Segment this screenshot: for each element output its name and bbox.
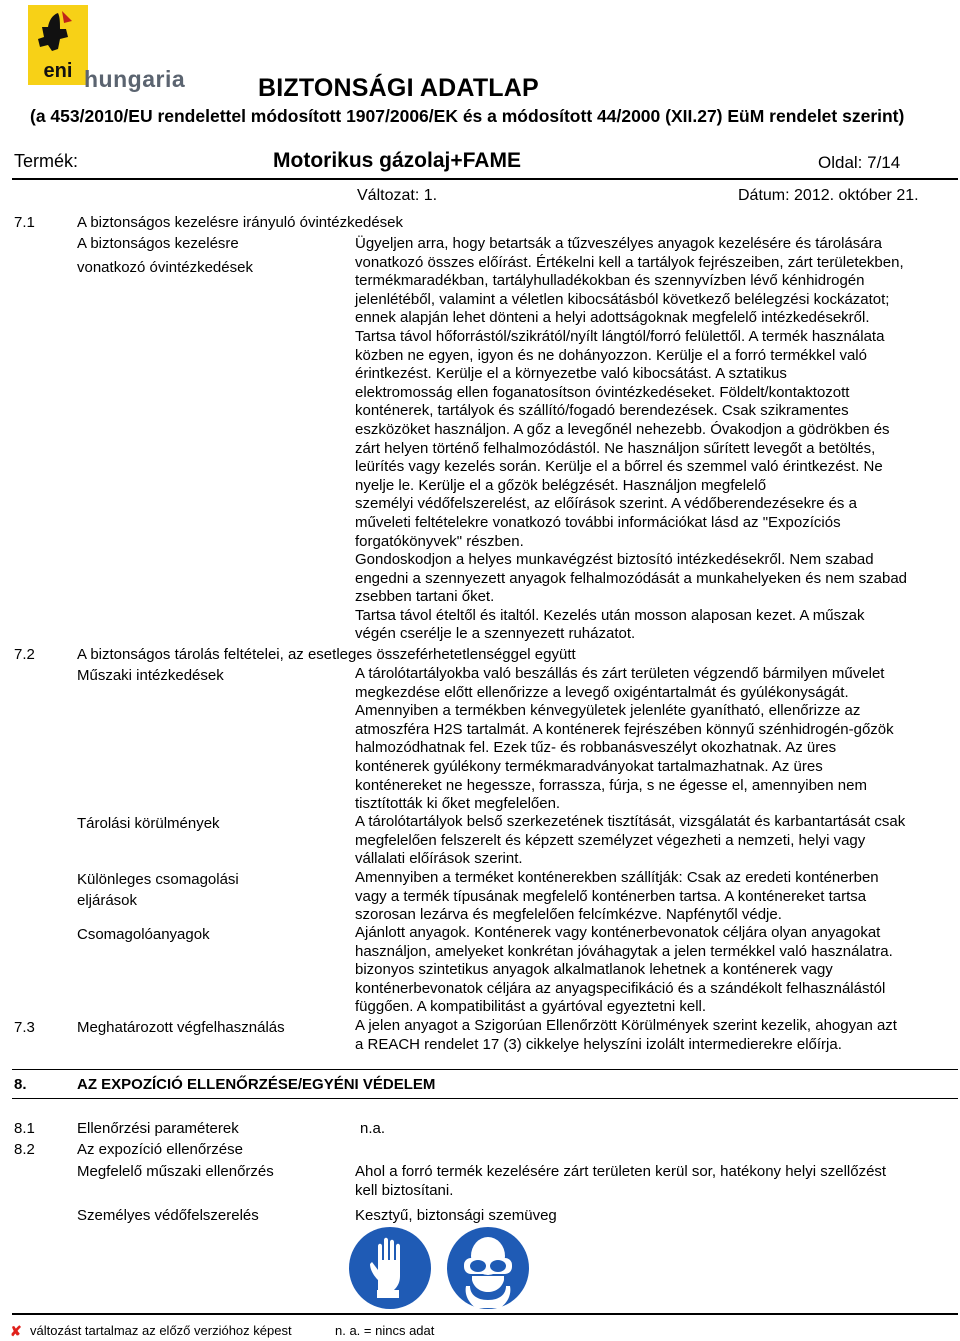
date: Dátum: 2012. október 21. — [738, 187, 919, 204]
section-8-1-number: 8.1 — [14, 1120, 35, 1137]
special-packaging-label: Különleges csomagolási — [77, 871, 239, 888]
section-8-title: AZ EXPOZÍCIÓ ELLENŐRZÉSE/EGYÉNI VÉDELEM — [77, 1076, 436, 1093]
special-packaging-label-2: eljárások — [77, 892, 138, 909]
page-number: Oldal: 7/14 — [818, 153, 901, 172]
section-7-1-label: A biztonságos kezelésre — [77, 235, 239, 252]
section-7-3-label: Meghatározott végfelhasználás — [77, 1019, 285, 1036]
section-7-1-number: 7.1 — [14, 214, 35, 231]
section-7-1-title: A biztonságos kezelésre irányuló óvintézkedések — [77, 214, 404, 231]
storage-conditions-label: Tárolási körülmények — [77, 815, 220, 832]
section-7-2-number: 7.2 — [14, 646, 35, 663]
ppe-text: Kesztyű, biztonsági szemüveg — [355, 1207, 557, 1224]
eni-six-legged-dog-logo — [28, 5, 88, 85]
control-parameters-label: Ellenőrzési paraméterek — [77, 1120, 239, 1137]
goggles-mandatory-icon — [446, 1226, 530, 1310]
section-8-bottom-rule — [12, 1098, 958, 1099]
header-divider — [12, 178, 958, 180]
section-7-3-text: A jelen anyagot a Szigorúan Ellenőrzött Körülmények szerint kezelik, ahogyan azt a REACH rendelet 17 (3) cikkelye helyszíni izolált intermedierekre előírja. — [355, 1017, 897, 1053]
eni-logo — [28, 5, 88, 85]
section-8-number: 8. — [14, 1076, 27, 1093]
section-7-1-text: Ügyeljen arra, hogy betartsák a tűzveszélyes anyagok kezelésére és tárolására vonatkozó összes előírást. Értékelni kell a tartályok fejrészeiben, zárt területekben, termékmaradékban, tartályhulladékokban és szennyvízben lévő kénhidrogén jelenlétéből, valamint a véletlen kibocsátásból következő belélegzési kockázatot; ennek alapján lehet dönteni a helyi adottságoknak megfelelő intézkedésekről. Tartsa távol hőforrástól/szikrától/nyílt lángtól/forró felülettől. A termék használata közben ne egyen, igyon és ne dohányozzon. Kerülje el a forró termékkel való érintkezést. Kerülje el a környezetbe való kibocsátást. A sztatikus elektromosság ellen foganatosítson óvintézkedéseket. Földelt/kontaktozott konténerek, tartályok és szállító/fogadó berendezések. Csak szikramentes eszközöket használjon. A gőz a levegőnél nehezebb. Óvakodjon a gödrökben és zárt helyen történő felhalmozódástól. Ne használjon sűrített levegőt a betöltés, leürítés vagy kezelés során. Kerülje el a bőrrel és szemmel való érintkezést. Ne nyelje le. Kerülje el a gőzök belégzését. Használjon megfelelő személyi védőfelszerelést, az előírások szerint. A védőberendezésekre és a műveleti feltételekre vonatkozó további információkat lásd az "Expozíciós forgatókönyvek" részben. Gondoskodjon a helyes munkavégzést biztosító intézkedésekről. Nem szabad engedni a szennyezett anyagok felhalmozódását a munkahelyeken és nem szabad zsebben tartani őket. Tartsa távol ételtől és italtól. Kezelés után mosson alaposan kezet. A műszak végén cserélje le a szennyezett ruházatot. — [355, 235, 908, 643]
section-7-2-title: A biztonságos tárolás feltételei, az esetleges összeférhetetlenséggel együtt — [77, 646, 576, 663]
storage-conditions-text: A tárolótartályok belső szerkezetének tisztítását, vizsgálatát és karbantartását csak megfelelően felszerelt és képzett személyzet végezheti a nemzeti, helyi vagy vállalati előírások szerint. — [355, 813, 906, 868]
section-7-3-number: 7.3 — [14, 1019, 35, 1036]
ppe-label: Személyes védőfelszerelés — [77, 1207, 259, 1224]
document-subtitle: (a 453/2010/EU rendelettel módosított 1907/2006/EK és a módosított 44/2000 (XII.27) EüM rendelet szerint) — [30, 106, 905, 126]
footer-change-note: változást tartalmaz az előző verzióhoz képest — [30, 1323, 292, 1338]
section-8-top-rule — [12, 1069, 958, 1070]
section-7-1-label-2: vonatkozó óvintézkedések — [77, 259, 253, 276]
product-label: Termék: — [14, 151, 79, 171]
technical-measures-text: A tárolótartályokba való beszállás és zárt területen végzendő bármilyen művelet megkezdése előtt ellenőrizze a levegő oxigéntartalmát és gyúlékonyságát. Amennyiben a termékben kénvegyületek jelenléte gyanítható, ellenőrizze az atmoszféra H2S tartalmát. A konténerek fejrészében könnyű szénhidrogén-gőzök halmozódhatnak fel. Ezek tűz- és robbanásveszélyt okozhatnak. Az üres konténerek gyúlékony termékmaradványokat tartalmazhatnak. Az üres konténereket ne hegessze, forrassza, fúrja, s ne égesse el, amennyiben nem tisztították ki őket megfelelően. — [355, 665, 894, 813]
change-mark-icon: ✘ — [10, 1323, 22, 1339]
document-title: BIZTONSÁGI ADATLAP — [258, 74, 539, 102]
logo-eni-word: eni — [43, 60, 73, 82]
exposure-controls-label: Az expozíció ellenőrzése — [77, 1141, 243, 1158]
packaging-materials-text: Ajánlott anyagok. Konténerek vagy konténerbevonatok céljára olyan anyagokat használjon, amelyeket konkrétan jóváhagytak a jelen termékkel való használatra. bizonyos szintetikus anyagok alkalmatlanok lehetnek a konténerek vagy konténerbevonatok céljára az anyagspecifikáció és a szándékolt felhasználástól függően. A kompatibilitást a gyártóval egyeztetni kell. — [355, 924, 893, 1016]
product-name: Motorikus gázolaj+FAME — [273, 149, 521, 172]
section-8-2-number: 8.2 — [14, 1141, 35, 1158]
engineering-controls-label: Megfelelő műszaki ellenőrzés — [77, 1163, 274, 1180]
version: Változat: 1. — [357, 187, 438, 204]
footer-na-note: n. a. = nincs adat — [335, 1323, 435, 1338]
logo-hungaria-text: hungaria — [84, 66, 186, 92]
control-parameters-value: n.a. — [360, 1120, 386, 1137]
footer-divider — [12, 1313, 958, 1315]
engineering-controls-text: Ahol a forró termék kezelésére zárt területen kerül sor, hatékony helyi szellőzést kell biztosítani. — [355, 1163, 887, 1199]
technical-measures-label: Műszaki intézkedések — [77, 667, 224, 684]
gloves-mandatory-icon — [348, 1226, 432, 1310]
special-packaging-text: Amennyiben a terméket konténerekben szállítják: Csak az eredeti konténerben vagy a termék típusának megfelelő konténerben tartsa. A konténereket tartsa szorosan lezárva és megfelelően felcímkézve. Napfénytől védje. — [355, 869, 879, 924]
packaging-materials-label: Csomagolóanyagok — [77, 926, 210, 943]
